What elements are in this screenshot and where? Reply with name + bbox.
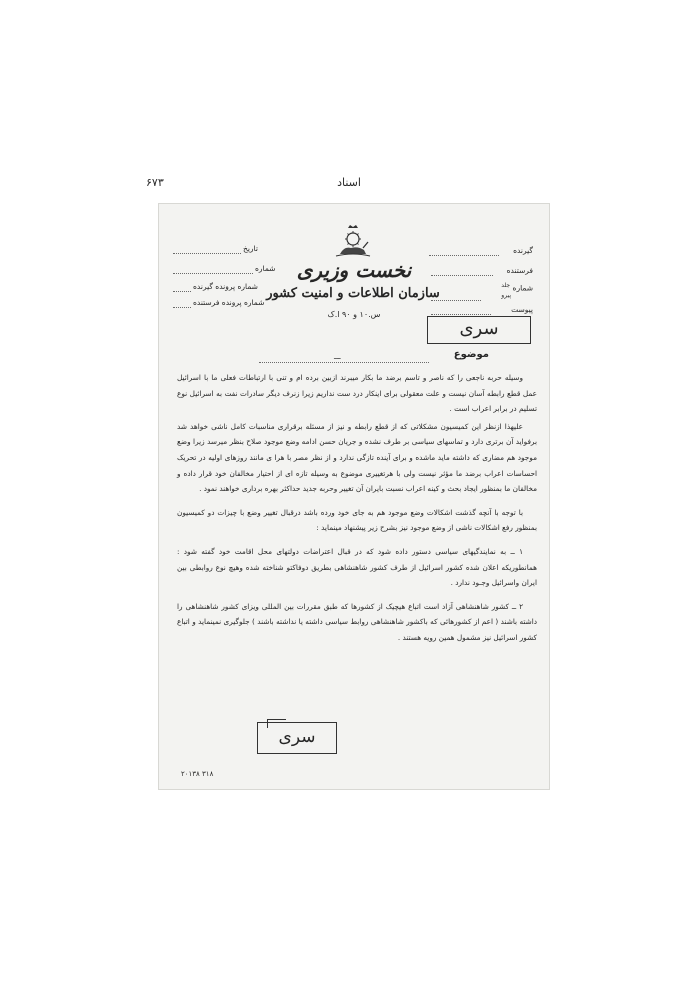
volume-label: جلد	[501, 282, 511, 289]
letter-body	[177, 370, 537, 648]
date-line	[173, 253, 241, 254]
attachment-line	[431, 314, 491, 315]
receiver-file-number-label: شماره پرونده گیرنده	[193, 282, 258, 291]
reference-code: س.۱۰ و ۹۰ ا.ک	[327, 310, 381, 319]
sender-file-number-line	[173, 307, 191, 308]
paragraph-3: با توجه با آنچه گذشت اشکالات وضع موجود هم به جای خود ورده باشد درقبال تغییر وضع با چیزات دو کمیسیون بمنظور رفع اشکالات ناشی از وضع موجود نیز بشرح زیر پیشنهاد مینماید :	[177, 507, 537, 533]
date-label: تاریخ	[243, 244, 258, 253]
book-header	[146, 176, 552, 192]
sender-line	[431, 275, 493, 276]
attachment-label: پیوست	[511, 305, 533, 314]
subject-value: ـــ	[334, 352, 341, 361]
archive-code: ۳۱۸ ۲۰۱۳۸	[181, 770, 214, 778]
recipient-label: گیرنده	[513, 246, 533, 255]
number-label: شماره	[255, 264, 276, 273]
receiver-file-number-line	[173, 291, 191, 292]
number-line-right	[431, 300, 481, 301]
recipient-line	[429, 255, 499, 256]
paragraph-2: علیهذا ازنظر این کمیسیون مشکلاتی که از قطع رابطه و نیز از مسئله برقراری مناسبات کامل ناشی خواهد شد برفواید آن برتری دارد و تماسهای سیاسی بر طرف نشده و جریان حسن ادامه وضع موجود صلاح بنظر میرسد زیرا وضع موجود هم مضاری که داشته ماید ماشده و برای آینده تازگی ندارد و از نظر مصر با هرا ی مانند روزهای اولیه در تحریک احساسات اعراب برضد ما مؤثر نیست ولی با هرتغییری موضوع به وسیله تازه ای از احتیار مخالفان خود قرار داده و مخالفان ما بمنظور ایجاد بحث و کینه اعراب نسبت بایران آن تغییر وحربه جدید حداکثر بهره برداری خواهند نمود .	[177, 421, 537, 494]
organization-title: نخست وزیری	[296, 258, 412, 282]
follow-up-label: پیرو	[501, 292, 511, 299]
paragraph-4: ۱ ــ به نمایندگیهای سیاسی دستور داده شود که در قبال اعتراضات دولتهای محل اقامت خود گفته شود : همانطوریکه اعلان شده کشور اسرائیل از طرف کشور شاهنشاهی بطریق دوفاکتو شناخته شده وهیچ نوع روابطی بین ایران واسرائیل وجـود ندارد .	[177, 546, 537, 588]
subject-label: موضوع	[453, 349, 489, 360]
subject-line	[259, 362, 429, 363]
organization-subtitle: سازمان اطلاعات و امنیت کشور	[266, 286, 440, 301]
classification-box: سری	[427, 316, 531, 344]
number-volume-label	[501, 282, 533, 293]
book-title: اسناد	[337, 176, 361, 189]
sender-label: فرستنده	[506, 266, 533, 275]
number-line	[173, 273, 253, 274]
lion-and-sun-emblem-icon	[334, 224, 372, 258]
number-label-right: شماره	[512, 283, 533, 293]
page-number: ۶۷۳	[146, 176, 164, 189]
scanned-document	[158, 203, 550, 790]
sender-file-number-label: شماره پرونده فرستنده	[193, 298, 265, 307]
paragraph-1: وسیله حربه ناجعی را که ناصر و تاسم برضد ما بکار میبرند ازبین برده ام و تنی با ارتباطات فعلی ما با اسرائیل عمل قطع رابطه آسان نیست و علت معقولی برای اینکار درد ست نداریم زیرا زنرف دیگر سادرات نفت به اسرائیل نوع تسلیم در برابر اعراب است .	[177, 373, 537, 414]
paragraph-5: ۲ ــ کشور شاهنشاهی آزاد است اتباع هیچیک از کشورها که طبق مقررات بین المللی ویزای کشور شاهنشاهی را داشته باشند ( اعم از کشورهائی که باکشور شاهنشاهی روابط سیاسی داشته یا نداشته باشند ) جلوگیری نمینماید و اتباع کشور اسرائیل نیز مشمول همین رویه هستند .	[177, 601, 537, 642]
secret-stamp: سری	[257, 722, 337, 754]
